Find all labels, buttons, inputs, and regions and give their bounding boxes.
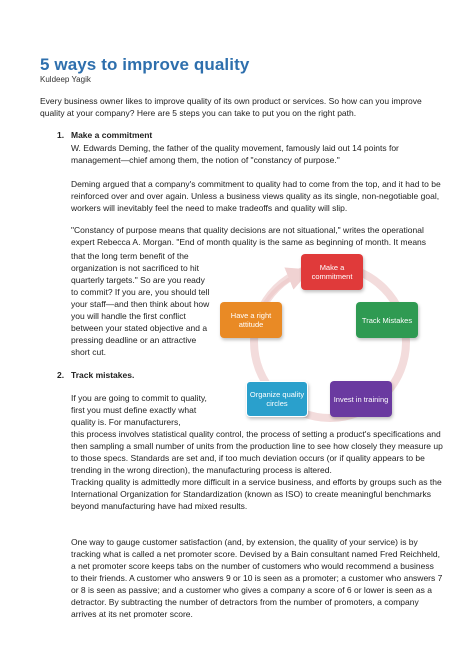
cycle-step-make-commitment: Make a commitment — [301, 254, 363, 290]
document-title: 5 ways to improve quality — [40, 55, 250, 74]
section-1-paragraph-3: "Constancy of purpose means that quality decisions are not situational," writes the operational expert Rebecca A. Morgan. "End of month quality is the same as beginning of month. It means — [71, 225, 427, 247]
section-2-paragraph-4: One way to gauge customer satisfaction (and, by extension, the quality of your service) is by tracking what is called a net promoter score. Devised by a Bain consultant named Fred Reichheld, a net promoter score keeps tabs on the number of customers who would recommend a business to their friends. A customer who answers 9 or 10 is seen as a promoter; a customer who answers 7 or 8 is seen as passive; and a customer who gives a company a score of 6 or lower is seen as a detractor. By subtracting the number of detractors from the number of promoters, a company arrives at its net promoter score. — [71, 537, 443, 619]
section-1-paragraph-1: W. Edwards Deming, the father of the quality movement, famously laid out 14 points for management—chief among them, the notion of "constancy of purpose." — [71, 143, 399, 165]
section-2-number: 2. — [57, 370, 65, 380]
section-1-heading — [57, 130, 152, 140]
section-1-number: 1. — [57, 130, 65, 140]
section-2-heading — [57, 370, 134, 380]
cycle-step-organize-circles: Organize quality circles — [246, 381, 308, 417]
cycle-step-track-mistakes: Track Mistakes — [356, 302, 418, 338]
section-1-paragraph-2: Deming argued that a company's commitment to quality had to come from the top, and it had to be reinforced over and over again. Unless a business views quality as its single, non-negotiable goal, workers will inevitably feel the need to make tradeoffs and quality will slip. — [71, 179, 441, 213]
section-1-paragraph-4: that the long term benefit of the organization is not sacrificed to hit quarterly targets." So are you ready to commit? If you are, you should tell your staff—and then think about how you will handle the first conflict between your stated objective and a pressing deadline or an attractive short cut. — [71, 251, 210, 357]
author-name: Kuldeep Yagik — [40, 75, 91, 84]
section-1-title: Make a commitment — [71, 130, 153, 140]
quality-cycle-diagram — [210, 250, 450, 430]
intro-paragraph: Every business owner likes to improve quality of its own product or services. So how can you improve quality at your company? Here are 5 steps you can take to put you on the right path. — [40, 96, 422, 118]
section-2-paragraph-2: this process involves statistical quality control, the process of setting a product's specifications and then sampling a small number of units from the production line to see how closely they measure up to those specs. Standards are set and, if too much deviation occurs (or if quality appears to be trending in the wrong direction), the manufacturing process is altered. — [71, 429, 443, 475]
section-2-paragraph-3: Tracking quality is admittedly more difficult in a service business, and efforts by groups such as the International Organization for Standardization (known as ISO) to create meaningful benchmarks beyond manufacturing have had mixed results. — [71, 477, 442, 511]
section-2-paragraph-1: If you are going to commit to quality, first you must define exactly what quality is. For manufacturers, — [71, 393, 207, 427]
cycle-step-invest-training: Invest in training — [330, 381, 392, 417]
section-2-title: Track mistakes. — [71, 370, 135, 380]
cycle-step-right-attitude: Have a right attitude — [220, 302, 282, 338]
